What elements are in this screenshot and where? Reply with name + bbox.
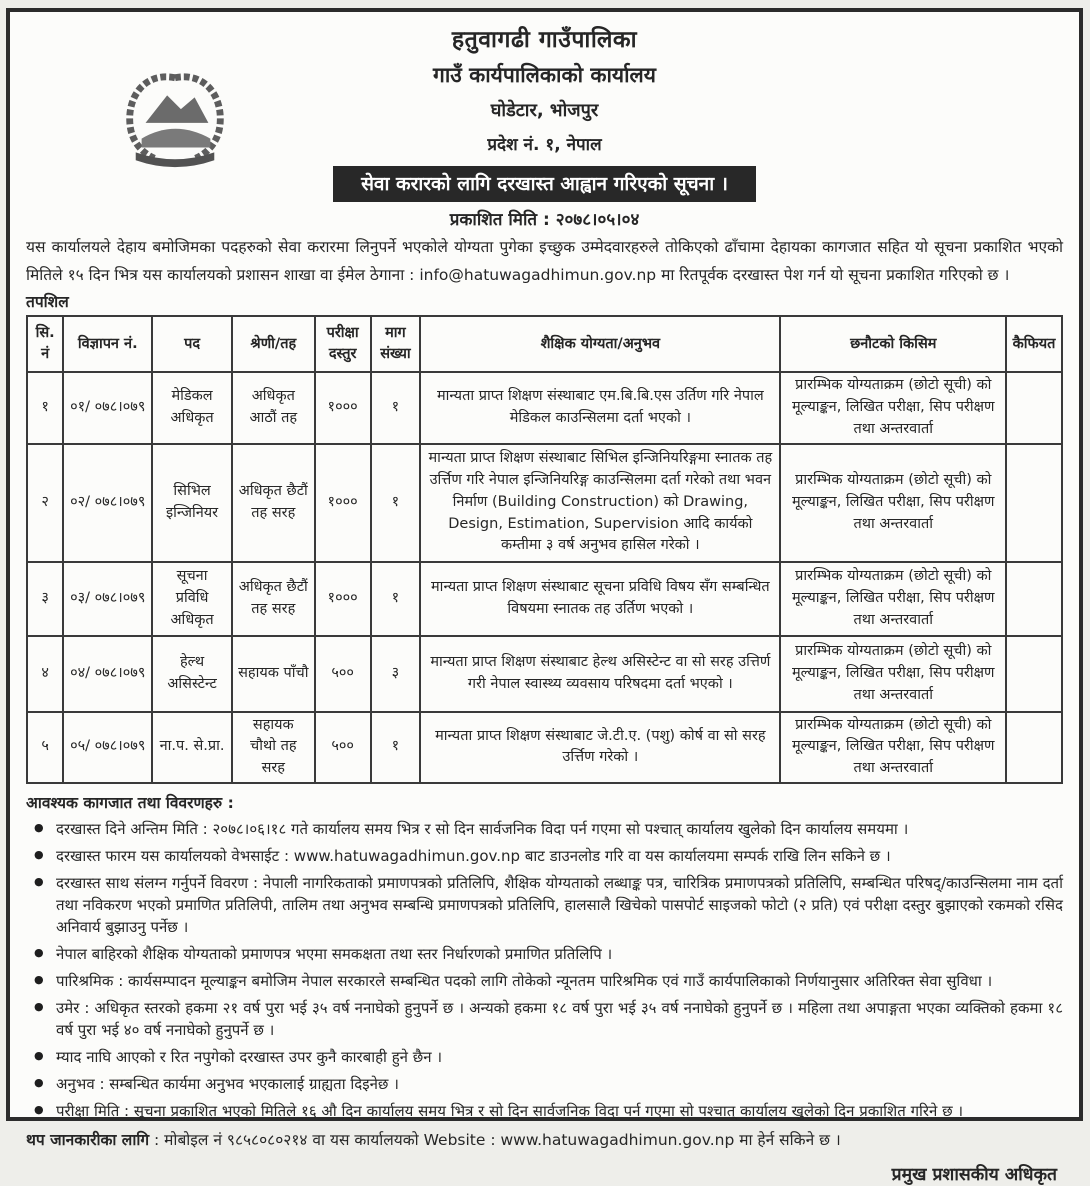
cell-remarks [1006,562,1062,636]
requirement-item: ● दरखास्त दिने अन्तिम मिति : २०७८।०६।१८ गते कार्यालय समय भित्र र सो दिन सार्वजनिक विदा पर्न गएमा सो पश्चात् कार्यालय खुलेको दिन कार्यालय समयमा । [26,818,1063,840]
cell-serial-number: ३ [27,562,63,636]
requirement-item: ● उमेर : अधिकृत स्तरको हकमा २१ वर्ष पुरा भई ३५ वर्ष ननाघेको हुनुपर्ने छ । अन्यको हकमा १८ वर्ष पुरा भई ३५ वर्ष ननाघेको हुनुपर्ने छ । महिला तथा अपाङ्गता भएका व्यक्तिको हकमा १८ वर्ष पुरा भई ४० वर्ष ननाघेको हुनुपर्ने छ । [26,997,1063,1041]
signatory-title: प्रमुख प्रशासकीय अधिकृत [891,1164,1057,1185]
cell-selection-type: प्रारम्भिक योग्यताक्रम (छोटो सूची) को मूल्याङ्कन, लिखित परीक्षा, सिप परीक्षण तथा अन्तरवार्ता [780,372,1006,443]
published-date: प्रकाशित मिति : २०७८।०५।०४ [449,210,640,230]
requirements-heading: आवश्यक कागजात तथा विवरणहरु : [26,793,234,812]
cell-post-title: हेल्थ असिस्टेन्ट [152,636,232,712]
more-info-text: : मोबोइल नं ९८५८०८०२१४ वा यस कार्यालयको Website : www.hatuwagadhimun.gov.np मा हेर्न सकिने छ । [149,1131,841,1150]
cell-selection-type: प्रारम्भिक योग्यताक्रम (छोटो सूची) को मूल्याङ्कन, लिखित परीक्षा, सिप परीक्षण तथा अन्तरवार्ता [780,636,1006,712]
column-header-remarks: कैफियत [1006,316,1062,372]
cell-advertisement-number: ०२/ ०७८।०७९ [63,444,152,562]
cell-remarks [1006,444,1062,562]
column-header-exam-fee: परीक्षा दस्तुर [315,316,371,372]
column-header-qualification-experience: शैक्षिक योग्यता/अनुभव [420,316,780,372]
cell-advertisement-number: ०५/ ०७८।०७९ [63,712,152,783]
office-address: घोडेटार, भोजपुर [490,100,599,121]
cell-grade-level: अधिकृत छैटौं तह सरह [232,562,315,636]
letterhead [26,22,1063,155]
table-row [27,636,1062,712]
office-name: गाउँ कार्यपालिकाको कार्यालय [433,63,656,87]
column-header-demand-count: माग संख्या [371,316,421,372]
cell-selection-type: प्रारम्भिक योग्यताक्रम (छोटो सूची) को मूल्याङ्कन, लिखित परीक्षा, सिप परीक्षण तथा अन्तरवार्ता [780,562,1006,636]
cell-advertisement-number: ०३/ ०७८।०७९ [63,562,152,636]
column-header-grade-level: श्रेणी/तह [232,316,315,372]
cell-exam-fee: १००० [315,372,371,443]
cell-exam-fee: १००० [315,562,371,636]
cell-selection-type: प्रारम्भिक योग्यताक्रम (छोटो सूची) को मूल्याङ्कन, लिखित परीक्षा, सिप परीक्षण तथा अन्तरवार्ता [780,444,1006,562]
cell-qualification-experience: मान्यता प्राप्त शिक्षण संस्थाबाट जे.टी.ए. (पशु) कोर्ष वा सो सरह उर्त्तिण गरेको । [420,712,780,783]
details-label: तपशिल [26,293,69,312]
requirement-item: ● अनुभव : सम्बन्धित कार्यमा अनुभव भएकालाई ग्राह्यता दिइनेछ । [26,1073,1063,1095]
requirement-item: ● नेपाल बाहिरको शैक्षिक योग्यताको प्रमाणपत्र भएमा समकक्षता तथा स्तर निर्धारणको प्रमाणित प्रतिलिपि । [26,943,1063,965]
cell-serial-number: २ [27,444,63,562]
cell-selection-type: प्रारम्भिक योग्यताक्रम (छोटो सूची) को मूल्याङ्कन, लिखित परीक्षा, सिप परीक्षण तथा अन्तरवार्ता [780,712,1006,783]
organization-name: हतुवागढी गाउँपालिका [451,27,638,53]
cell-post-title: ना.प. से.प्रा. [152,712,232,783]
notice-title-banner: सेवा करारको लागि दरखास्त आह्वान गरिएको सूचना । [333,166,756,202]
cell-post-title: मेडिकल अधिकृत [152,372,232,443]
cell-post-title: सूचना प्रविधि अधिकृत [152,562,232,636]
cell-qualification-experience: मान्यता प्राप्त शिक्षण संस्थाबाट एम.बि.बि.एस उर्तिण गरि नेपाल मेडिकल काउन्सिलमा दर्ता भएको । [420,372,780,443]
cell-grade-level: सहायक चौथो तह सरह [232,712,315,783]
cell-demand-count: १ [371,712,421,783]
table-row [27,444,1062,562]
cell-demand-count: १ [371,562,421,636]
cell-grade-level: अधिकृत आठौं तह [232,372,315,443]
table-row [27,372,1062,443]
province-line: प्रदेश नं. १, नेपाल [487,135,602,155]
requirement-item: ● दरखास्त फारम यस कार्यालयको वेभसाईट : www.hatuwagadhimun.gov.np बाट डाउनलोड गरि वा यस कार्यालयमा सम्पर्क राखि लिन सकिने छ । [26,845,1063,867]
more-info-line [26,1129,1063,1152]
column-header-selection-type: छनौटको किसिम [780,316,1006,372]
more-info-lead: थप जानकारीका लागि [26,1131,150,1150]
cell-serial-number: ५ [27,712,63,783]
cell-qualification-experience: मान्यता प्राप्त शिक्षण संस्थाबाट सिभिल इन्जिनियरिङ्गमा स्नातक तह उर्त्तिण गरि नेपाल इन्जिनियरिङ्ग काउन्सिलमा दर्ता गरेको तथा भवन निर्माण (Building Construction) को Drawing, Design, Estimation, Supervision आदि कार्यको कम्तीमा ३ वर्ष अनुभव हासिल गरेको । [420,444,780,562]
cell-grade-level: अधिकृत छैटौं तह सरह [232,444,315,562]
cell-qualification-experience: मान्यता प्राप्त शिक्षण संस्थाबाट हेल्थ असिस्टेन्ट वा सो सरह उत्तिर्ण गरी नेपाल स्वास्थ्य व्यवसाय परिषदमा दर्ता भएको । [420,636,780,712]
column-header-advertisement-number: विज्ञापन नं. [63,316,152,372]
vacancy-table [26,315,1063,784]
cell-advertisement-number: ०१/ ०७८।०७९ [63,372,152,443]
requirement-item: ● परीक्षा मिति : सूचना प्रकाशित भएको मितिले १६ औ दिन कार्यालय समय भित्र र सो दिन सार्वजनिक विदा पर्न गएमा सो पश्चात् कार्यालय खुलेको दिन प्रकाशित गरिने छ । [26,1100,1063,1122]
requirement-item: ● पारिश्रमिक : कार्यसम्पादन मूल्याङ्कन बमोजिम नेपाल सरकारले सम्बन्धित पदको लागि तोकेको न्यूनतम पारिश्रमिक एवं गाउँ कार्यपालिकाको निर्णयानुसार अतिरिक्त सेवा सुविधा । [26,970,1063,992]
requirement-item: ● म्याद नाघि आएको र रित नपुगेको दरखास्त उपर कुनै कारबाही हुने छैन । [26,1046,1063,1068]
cell-exam-fee: ५०० [315,712,371,783]
cell-demand-count: १ [371,372,421,443]
cell-serial-number: ४ [27,636,63,712]
cell-demand-count: ३ [371,636,421,712]
column-header-serial-number: सि. नं [27,316,63,372]
cell-post-title: सिभिल इन्जिनियर [152,444,232,562]
cell-advertisement-number: ०४/ ०७८।०७९ [63,636,152,712]
intro-paragraph: यस कार्यालयले देहाय बमोजिमका पदहरुको सेवा करारमा लिनुपर्ने भएकोले योग्यता पुगेका इच्छुक उम्मेदवारहरुले तोकिएको ढाँचामा देहायका कागजात सहित यो सूचना प्रकाशित भएको मितिले १५ दिन भित्र यस कार्यालयको प्रशासन शाखा वा ईमेल ठेगाना : info@hatuwagadhimun.gov.np मा रितपूर्वक दरखास्त पेश गर्न यो सूचना प्रकाशित गरिएको छ । [26,238,1063,285]
column-header-post-title: पद [152,316,232,372]
cell-remarks [1006,712,1062,783]
table-row [27,562,1062,636]
cell-grade-level: सहायक पाँचौ [232,636,315,712]
cell-remarks [1006,636,1062,712]
municipality-emblem-logo [114,64,236,172]
cell-remarks [1006,372,1062,443]
requirement-item: ● दरखास्त साथ संलग्न गर्नुपर्ने विवरण : नेपाली नागरिकताको प्रमाणपत्रको प्रतिलिपि, शैक्षिक योग्यताको लब्धाङ्क पत्र, चारित्रिक प्रमाणपत्रको प्रतिलिपि, सम्बन्धित परिषद्/काउन्सिलमा नाम दर्ता तथा नविकरण भएको प्रमाणित प्रतिलिपी, तालिम तथा अनुभव सम्बन्धि प्रमाणपत्रको प्रतिलिपि, हालसालै खिचेको पासपोर्ट साइजको फोटो (२ प्रति) एवं परीक्षा दस्तुर बुझाएको रकमको रसिद अनिवार्य बुझाउनु पर्नेछ । [26,872,1063,938]
table-header-row [27,316,1062,372]
table-row [27,712,1062,783]
requirements-list [26,818,1063,1123]
cell-serial-number: १ [27,372,63,443]
cell-qualification-experience: मान्यता प्राप्त शिक्षण संस्थाबाट सूचना प्रविधि विषय सँग सम्बन्धित विषयमा स्नातक तह उर्तिण भएको । [420,562,780,636]
notice-page [6,8,1083,1185]
cell-demand-count: १ [371,444,421,562]
cell-exam-fee: ५०० [315,636,371,712]
cell-exam-fee: १००० [315,444,371,562]
